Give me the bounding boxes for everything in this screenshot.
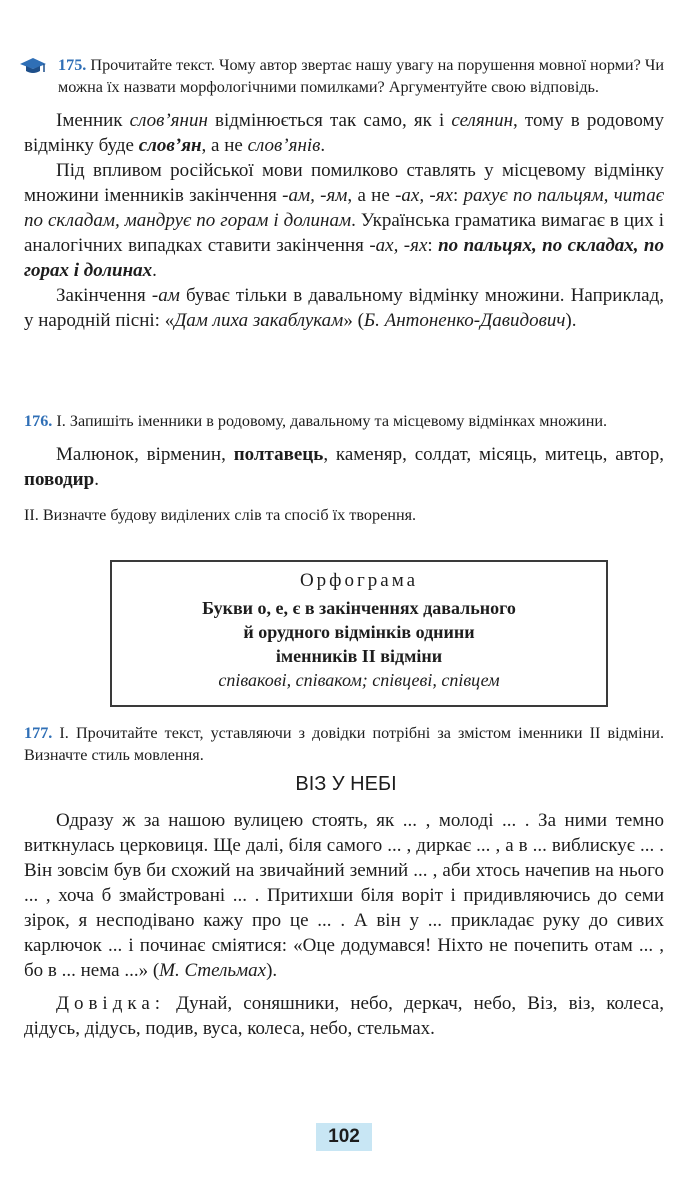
- exercise-175: [24, 54, 664, 333]
- orthogram-rule: іменників ІІ відміни: [275, 646, 443, 666]
- exercise-177: [24, 722, 664, 766]
- exercise-175-task: [24, 54, 664, 98]
- paragraph: Іменник слов’янин відмінюється так само, як і селянин, тому в родовому відмінку буде слов’ян, а не слов’янів.: [24, 110, 664, 156]
- paragraph: Під впливом російської мови помилково ставлять у місцевому відмінку множини іменників закінчення -ам, -ям, а не -ах, -ях: рахує по пальцям, читає по складам, мандрує по горам і долинам. Українська граматика вимагає в цих і аналогічних випадках ставити закінчення -ах, -ях: по пальцях, по складах, по горах і долинах.: [24, 160, 665, 281]
- task-text: Прочитайте текст. Чому автор звертає нашу увагу на порушення мовної норми? Чи можна їх назвати морфологічними помилками? Аргументуйте свою відповідь.: [58, 56, 665, 96]
- hint-paragraph: Довідка: Дунай, соняшники, небо, деркач, небо, Віз, віз, колеса, дідусь, дідусь, подив, вуса, колеса, небо, стельмах.: [24, 993, 664, 1039]
- hint-label: Довідка:: [56, 993, 166, 1014]
- orthogram-box: [110, 560, 608, 707]
- exercise-176: [24, 410, 664, 526]
- exercise-176-task-2: ІІ. Визначте будову виділених слів та спосіб їх творення.: [24, 506, 417, 524]
- orthogram-rule: й орудного відмінків однини: [243, 622, 475, 642]
- exercise-number: 176.: [24, 412, 53, 430]
- orthogram-examples: співакові, співаком; співцеві, співцем: [218, 670, 500, 690]
- graduation-cap-icon: [18, 56, 48, 76]
- text-title: ВІЗ У НЕБІ: [295, 773, 397, 795]
- page-number: 102: [316, 1123, 372, 1151]
- word-list: Малюнок, вірменин, полтавець, каменяр, солдат, місяць, митець, автор, поводир.: [24, 444, 664, 490]
- paragraph: Закінчення -ам буває тільки в давальному відмінку множини. Наприклад, у народній пісні: «Дам лиха закаблукам» (Б. Антоненко-Давидович).: [24, 285, 665, 331]
- exercise-176-task-1: 176. І. Запишіть іменники в родовому, давальному та місцевому відмінках множини.: [24, 412, 608, 430]
- orthogram-title: Орфограма: [299, 570, 419, 591]
- exercise-177-text: [24, 808, 664, 1041]
- orthogram-rule: Букви о, е, є в закінченнях давального: [202, 598, 516, 618]
- exercise-number: 177.: [24, 724, 53, 742]
- exercise-number: 175.: [58, 56, 87, 74]
- exercise-177-task: 177. І. Прочитайте текст, уставляючи з довідки потрібні за змістом іменники ІІ відміни. Визначте стиль мовлення.: [24, 724, 664, 764]
- paragraph: Одразу ж за нашою вулицею стоять, як ... , молоді ... . За ними темно виткнулась церковиця. Ще далі, біля самого ... , диркає ... , а в ... виблискує ... . Він зовсім був би схожий на звичайний земний ... , аби хтось начепив на нього ... , хоча б змайстровані ... . Притихши біля воріт і придивляючись до семи зірок, я несподівано кажу про це ... . А він у ... прикладає руку до сивих карлючок ... і починає сміятися: «Оце додумався! Ніхто не почепить отам ... , бо в ... нема ...» (М. Стельмах).: [24, 810, 664, 981]
